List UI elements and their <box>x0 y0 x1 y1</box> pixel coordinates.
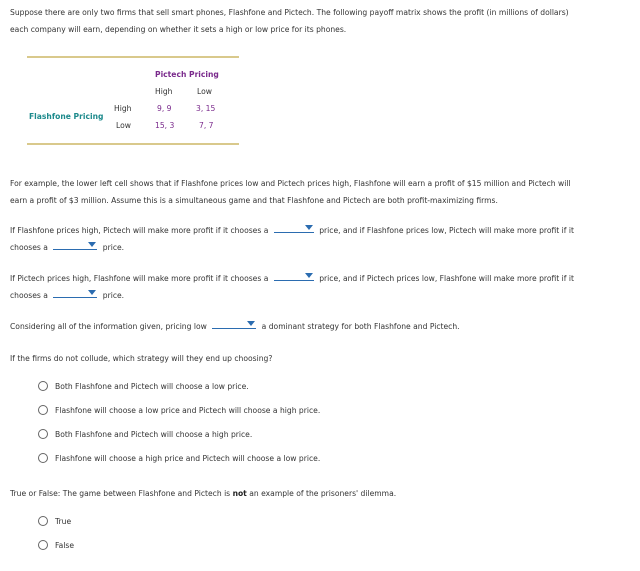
q5-option-false[interactable] <box>38 540 74 550</box>
q2-dropdown-2[interactable] <box>53 287 97 298</box>
q2-text-3: chooses a <box>10 291 48 300</box>
example-line-1: For example, the lower left cell shows that if Flashfone prices low and Pictech prices high, Flashfone will earn a profit of $15 million and Pictech will <box>10 179 571 188</box>
q4-option-3[interactable] <box>38 429 252 439</box>
intro-line-1: Suppose there are only two firms that sell smart phones, Flashfone and Pictech. The following payoff matrix shows the profit (in millions of dollars) <box>10 8 569 17</box>
q4-option-2[interactable] <box>38 405 320 415</box>
chevron-down-icon <box>305 225 313 230</box>
q3-dropdown[interactable] <box>212 318 256 329</box>
radio-button[interactable] <box>38 405 48 415</box>
q1-text-2: price, and if Flashfone prices low, Pictech will make more profit if it <box>319 226 574 235</box>
col-header-low: Low <box>197 87 212 96</box>
q5-option-label: False <box>55 540 75 550</box>
q5-question <box>10 485 396 502</box>
cell-high-low: 3, 15 <box>196 104 216 113</box>
q1-text-3: chooses a <box>10 243 48 252</box>
q5-text-2: an example of the prisoners' dilemma. <box>249 489 397 498</box>
question-3 <box>10 318 630 335</box>
q5-text-1: True or False: The game between Flashfone and Pictech is <box>10 489 231 498</box>
q4-option-label: Flashfone will choose a high price and Pictech will choose a low price. <box>55 453 321 463</box>
q5-emphasis: not <box>232 489 247 498</box>
radio-button[interactable] <box>38 540 48 550</box>
radio-button[interactable] <box>38 453 48 463</box>
col-player-label: Pictech Pricing <box>155 70 219 79</box>
row-header-high: High <box>114 104 132 113</box>
q3-text-1: Considering all of the information given, pricing low <box>10 322 207 331</box>
row-header-low: Low <box>116 121 131 130</box>
q1-text-4: price. <box>102 243 125 252</box>
q4-option-label: Flashfone will choose a low price and Pictech will choose a high price. <box>55 405 321 415</box>
q4-option-label: Both Flashfone and Pictech will choose a high price. <box>55 429 253 439</box>
row-player-label: Flashfone Pricing <box>29 112 104 121</box>
question-2 <box>10 270 630 304</box>
q4-question: If the firms do not collude, which strategy will they end up choosing? <box>10 354 273 363</box>
radio-button[interactable] <box>38 381 48 391</box>
q4-option-label: Both Flashfone and Pictech will choose a low price. <box>55 381 249 391</box>
q1-dropdown-1[interactable] <box>274 222 314 233</box>
radio-button[interactable] <box>38 429 48 439</box>
q1-dropdown-2[interactable] <box>53 239 97 250</box>
question-1 <box>10 222 630 256</box>
chevron-down-icon <box>305 273 313 278</box>
col-header-high: High <box>155 87 173 96</box>
q2-text-4: price. <box>102 291 125 300</box>
cell-low-high: 15, 3 <box>155 121 175 130</box>
example-text <box>10 175 630 209</box>
q3-text-2: a dominant strategy for both Flashfone and Pictech. <box>261 322 460 331</box>
cell-high-high: 9, 9 <box>157 104 172 113</box>
chevron-down-icon <box>88 290 96 295</box>
chevron-down-icon <box>247 321 255 326</box>
q4-option-1[interactable] <box>38 381 249 391</box>
radio-button[interactable] <box>38 516 48 526</box>
intro-text <box>10 4 569 38</box>
cell-low-low: 7, 7 <box>199 121 214 130</box>
matrix-top-rule <box>27 56 239 58</box>
intro-line-2: each company will earn, depending on whether it sets a high or low price for its phones. <box>10 25 347 34</box>
q4-option-4[interactable] <box>38 453 320 463</box>
q5-option-label: True <box>55 516 72 526</box>
q1-text-1: If Flashfone prices high, Pictech will make more profit if it chooses a <box>10 226 269 235</box>
matrix-bottom-rule <box>27 143 239 145</box>
q2-text-1: If Pictech prices high, Flashfone will make more profit if it chooses a <box>10 274 269 283</box>
q2-dropdown-1[interactable] <box>274 270 314 281</box>
example-line-2: earn a profit of $3 million. Assume this is a simultaneous game and that Flashfone and Pictech are both profit-maximizing firms. <box>10 196 498 205</box>
q2-text-2: price, and if Pictech prices low, Flashfone will make more profit if it <box>319 274 574 283</box>
q5-option-true[interactable] <box>38 516 71 526</box>
chevron-down-icon <box>88 242 96 247</box>
